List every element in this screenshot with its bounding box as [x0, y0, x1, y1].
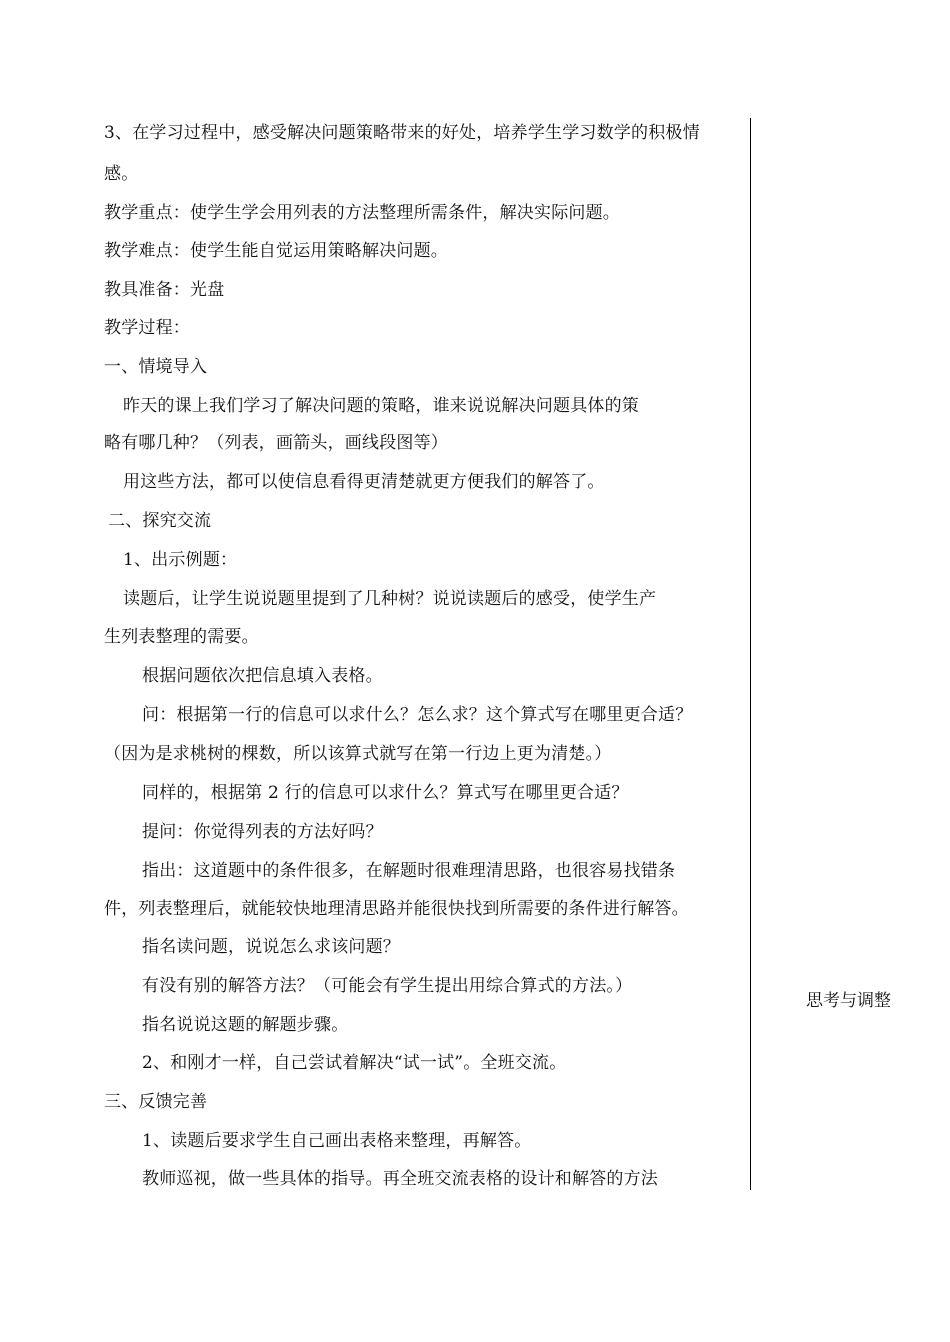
paragraph-reading-line-2: 生列表整理的需要。	[104, 627, 259, 647]
paragraph-question-row-2: 同样的，根据第 2 行的信息可以求什么？算式写在哪里更合适？	[142, 783, 629, 803]
paragraph-answer-row-1: （因为是求桃树的棵数，所以该算式就写在第一行边上更为清楚。）	[104, 744, 612, 764]
column-divider	[750, 118, 751, 1190]
teaching-process-heading: 教学过程：	[104, 318, 190, 338]
teaching-aids: 教具准备：光盘	[104, 280, 225, 300]
section-2-heading: 二、探究交流	[108, 511, 212, 531]
paragraph-other-methods: 有没有别的解答方法？（可能会有学生提出用综合算式的方法。）	[142, 976, 633, 996]
paragraph-fill-table: 根据问题依次把信息填入表格。	[142, 666, 383, 686]
paragraph-solution-steps: 指名说说这题的解题步骤。	[142, 1015, 349, 1035]
section-3-heading: 三、反馈完善	[104, 1092, 208, 1112]
teaching-focus: 教学重点：使学生学会用列表的方法整理所需条件，解决实际问题。	[104, 203, 620, 223]
paragraph-question-row-1: 问：根据第一行的信息可以求什么？怎么求？这个算式写在哪里更合适？	[142, 705, 693, 725]
paragraph-methods: 用这些方法，都可以使信息看得更清楚就更方便我们的解答了。	[123, 472, 605, 492]
paragraph-intro-line-1: 昨天的课上我们学习了解决问题的策略，谁来说说解决问题具体的策	[123, 396, 639, 416]
example-heading: 1、出示例题：	[123, 550, 238, 570]
paragraph-reading-line-1: 读题后，让学生说说题里提到了几种树？说说读题后的感受，使学生产	[123, 589, 657, 609]
objective-3-line-1: 3、在学习过程中，感受解决问题策略带来的好处，培养学生学习数学的积极情	[104, 123, 700, 143]
side-column-note: 思考与调整	[806, 991, 891, 1011]
objective-3-line-2: 感。	[104, 164, 139, 184]
paragraph-ask-method: 提问：你觉得列表的方法好吗？	[142, 822, 383, 842]
teaching-difficulty: 教学难点：使学生能自觉运用策略解决问题。	[104, 241, 448, 261]
paragraph-point-out-line-1: 指出：这道题中的条件很多，在解题时很难理清思路，也很容易找错条	[142, 861, 676, 881]
paragraph-read-problem: 指名读问题，说说怎么求该问题？	[142, 937, 400, 957]
paragraph-try-it: 2、和刚才一样，自己尝试着解决“试一试”。全班交流。	[142, 1053, 567, 1073]
paragraph-intro-line-2: 略有哪几种？（列表，画箭头，画线段图等）	[104, 433, 448, 453]
paragraph-point-out-line-2: 件，列表整理后，就能较快地理清思路并能很快找到所需要的条件进行解答。	[104, 899, 689, 919]
paragraph-teacher-guidance: 教师巡视，做一些具体的指导。再全班交流表格的设计和解答的方法	[142, 1169, 658, 1189]
paragraph-draw-table: 1、读题后要求学生自己画出表格来整理，再解答。	[142, 1131, 532, 1151]
section-1-heading: 一、情境导入	[104, 357, 208, 377]
